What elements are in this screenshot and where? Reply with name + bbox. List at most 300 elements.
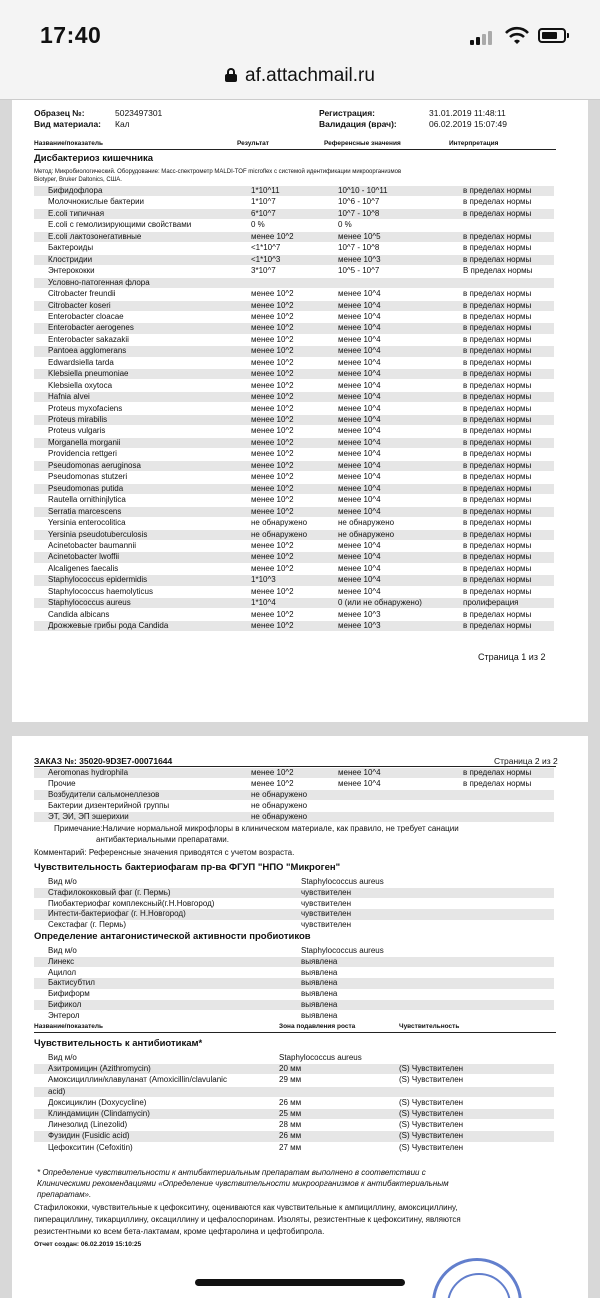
cell-name: Клостридии (48, 254, 93, 264)
cell-name: Yersinia pseudotuberculosis (48, 529, 148, 539)
table-row (34, 920, 554, 930)
cell-result: 1*10^11 (251, 186, 280, 195)
table-row (34, 507, 554, 517)
abx-column-header-name: Название/показатель (34, 1023, 104, 1030)
cell-result: менее 10^2 (251, 311, 294, 321)
cell-interpretation: в пределах нормы (463, 208, 532, 218)
cell-result: менее 10^2 (251, 495, 294, 505)
cell-interpretation: в пределах нормы (463, 311, 532, 321)
cell-interpretation: в пределах нормы (463, 357, 532, 367)
table-row (34, 255, 554, 265)
cell-value: выявлена (301, 989, 338, 999)
cell-antibiotic: Клиндамицин (Clindamycin) (48, 1109, 150, 1118)
cell-value: выявлена (301, 1000, 338, 1009)
table-row (34, 552, 554, 562)
cell-reference: менее 10^4 (338, 380, 381, 390)
table-row (34, 1064, 554, 1074)
cell-interpretation: в пределах нормы (463, 231, 532, 241)
table-row (34, 323, 554, 333)
table-row (34, 335, 554, 345)
cell-result: менее 10^2 (251, 563, 294, 573)
cell-name: Возбудители сальмонеллезов (48, 790, 160, 799)
order-number: ЗАКАЗ №: 35020-9D3E7-00071644 (34, 756, 173, 766)
cell-result: менее 10^2 (251, 334, 294, 344)
registration-value: 31.01.2019 11:48:11 (429, 108, 506, 118)
cell-name: Providencia rettgeri (48, 449, 117, 459)
table-row (34, 957, 554, 967)
method-line-1: Метод: Микробиологический. Оборудование: Масс-спектрометр MALDI-TOF microflex с системой идентификации микроорганизмов (34, 169, 402, 175)
cell-name: Proteus vulgaris (48, 426, 106, 436)
cell-name: Yersinia enterocolitica (48, 518, 126, 528)
home-indicator[interactable] (195, 1279, 405, 1286)
cell-reference: менее 10^4 (338, 563, 381, 573)
cell-reference: менее 10^4 (338, 768, 381, 777)
cell-reference: не обнаружено (338, 529, 395, 539)
cell-reference: менее 10^4 (338, 437, 381, 447)
cell-reference: 10^7 - 10^8 (338, 243, 380, 253)
column-header-interpretation: Интерпретация (449, 140, 499, 147)
table-row (34, 426, 554, 436)
cell-sensitivity: (S) Чувствителен (399, 1109, 464, 1118)
table-row (34, 461, 554, 471)
cell-value: выявлена (301, 967, 338, 977)
page-number-1: Страница 1 из 2 (478, 652, 546, 662)
table-row (34, 232, 554, 242)
cell-interpretation: в пределах нормы (463, 300, 532, 310)
cell-antibiotic: Азитромицин (Azithromycin) (48, 1064, 151, 1074)
cell-reference: менее 10^5 (338, 231, 381, 241)
cell-name: Pseudomonas aeruginosa (48, 460, 141, 470)
column-header-reference: Референсные значения (324, 140, 401, 147)
cell-result: не обнаружено (251, 529, 308, 539)
cell-interpretation: в пределах нормы (463, 552, 532, 562)
cell-zone: Staphylococcus aureus (279, 1053, 362, 1062)
battery-icon (538, 28, 566, 43)
cell-interpretation: в пределах нормы (463, 449, 532, 459)
cell-interpretation: в пределах нормы (463, 415, 532, 424)
cell-reference: менее 10^4 (338, 426, 381, 436)
cell-value: выявлена (301, 978, 338, 988)
cell-zone: 26 мм (279, 1131, 302, 1141)
cell-zone: 28 мм (279, 1120, 302, 1130)
cell-result: менее 10^2 (251, 472, 294, 482)
cell-reference: менее 10^4 (338, 495, 381, 505)
status-bar (0, 0, 600, 62)
cell-name: E.coli с гемолизирующими свойствами (48, 220, 192, 230)
cell-value: Staphylococcus aureus (301, 877, 384, 886)
section-title-phages: Чувствительность бактериофагам пр-ва ФГУП "НПО "Микроген" (34, 862, 341, 873)
cell-sensitivity: (S) Чувствителен (399, 1075, 464, 1085)
table-row (34, 768, 554, 778)
cell-zone: 25 мм (279, 1109, 302, 1118)
cell-result: менее 10^2 (251, 779, 294, 788)
cell-name: Enterobacter aerogenes (48, 323, 134, 333)
cell-reference: менее 10^4 (338, 311, 381, 321)
cell-name: Бактероиды (48, 243, 94, 253)
table-row (34, 1120, 554, 1130)
table-row (34, 801, 554, 811)
comment-text: Комментарий: Референсные значения приводятся с учетом возраста. (34, 848, 295, 857)
staph-note-line-3: резистентными ко всем бета-лактамам, кроме цефтаролина и цефтобипрола. (34, 1227, 325, 1236)
cell-interpretation: в пределах нормы (463, 346, 532, 356)
validation-value: 06.02.2019 15:07:49 (429, 119, 507, 129)
cell-result: менее 10^2 (251, 231, 294, 241)
cell-name: Proteus mirabilis (48, 415, 108, 424)
table-row (34, 1143, 554, 1153)
cell-antibiotic: Цефокситин (Cefoxitin) (48, 1142, 133, 1152)
cell-reference: менее 10^4 (338, 449, 381, 459)
cell-zone: 27 мм (279, 1142, 302, 1152)
note-line-2: антибактериальными препаратами. (96, 835, 229, 844)
cell-name: Секстафаг (г. Пермь) (48, 920, 127, 930)
cell-reference: менее 10^4 (338, 334, 381, 344)
table-row (34, 243, 554, 253)
cell-name: Citrobacter freundii (48, 289, 116, 299)
table-row (34, 1131, 554, 1141)
cell-interpretation: в пределах нормы (463, 460, 532, 470)
table-row (34, 266, 554, 276)
table-row (34, 978, 554, 988)
cell-reference: менее 10^4 (338, 460, 381, 470)
cell-name: Klebsiella oxytoca (48, 380, 113, 390)
wifi-icon (505, 26, 529, 46)
cell-name: Бифидофлора (48, 186, 103, 195)
cell-interpretation: В пределах нормы (463, 266, 533, 276)
cell-value: чувствителен (301, 887, 352, 897)
cell-zone: 26 мм (279, 1097, 302, 1107)
cell-interpretation: в пределах нормы (463, 495, 532, 505)
cell-name: Staphylococcus aureus (48, 598, 131, 608)
table-row (34, 381, 554, 391)
cell-interpretation: в пределах нормы (463, 403, 532, 413)
table-row (34, 598, 554, 608)
cell-antibiotic: acid) (48, 1086, 66, 1096)
cell-interpretation: в пределах нормы (463, 506, 532, 516)
cell-reference: менее 10^4 (338, 779, 381, 788)
cell-result: менее 10^2 (251, 357, 294, 367)
table-row (34, 301, 554, 311)
cell-result: менее 10^2 (251, 415, 294, 424)
material-label: Вид материала: (34, 119, 102, 129)
cell-reference: менее 10^4 (338, 300, 381, 310)
cell-result: <1*10^3 (251, 254, 281, 264)
cell-name: Citrobacter koseri (48, 300, 111, 310)
table-row (34, 1075, 554, 1085)
cell-reference: менее 10^4 (338, 357, 381, 367)
table-row (34, 220, 554, 230)
staph-note-line-2: пиперациллину, тикарциллину, оксациллину и цефалоспоринам. Изоляты, резистентные к цефокситину, являются (34, 1215, 461, 1224)
cell-name: Бактисубтил (48, 978, 95, 988)
cell-reference: менее 10^4 (338, 346, 381, 356)
cell-result: менее 10^2 (251, 449, 294, 459)
cell-value: чувствителен (301, 898, 352, 908)
table-row (34, 1109, 554, 1119)
cell-zone: 29 мм (279, 1075, 302, 1085)
table-row (34, 404, 554, 414)
table-row (34, 790, 554, 800)
cell-reference: менее 10^4 (338, 586, 381, 596)
cell-name: Acinetobacter baumannii (48, 540, 137, 550)
cell-reference: не обнаружено (338, 518, 395, 528)
cell-reference: менее 10^4 (338, 540, 381, 550)
cell-interpretation: в пределах нормы (463, 243, 532, 253)
cell-result: менее 10^2 (251, 768, 294, 777)
cell-reference: 0 (или не обнаружено) (338, 598, 422, 608)
material-value: Кал (115, 119, 130, 129)
url-text: af.attachmail.ru (245, 65, 375, 86)
cell-name: Klebsiella pneumoniae (48, 369, 129, 379)
cell-reference: менее 10^4 (338, 575, 381, 585)
table-row (34, 449, 554, 459)
table-row (34, 779, 554, 789)
cell-interpretation: в пределах нормы (463, 540, 532, 550)
table-row (34, 472, 554, 482)
table-row (34, 530, 554, 540)
section-title-dysbacteriosis: Дисбактериоз кишечника (34, 153, 153, 164)
cell-name: Бифиформ (48, 989, 90, 999)
cell-interpretation: в пределах нормы (463, 197, 532, 207)
lock-icon (225, 68, 237, 82)
cell-value: чувствителен (301, 920, 352, 930)
cell-name: E.coli лактозонегативные (48, 231, 142, 241)
cell-name: Rautella ornithinjlytica (48, 495, 126, 505)
cell-interpretation: в пределах нормы (463, 426, 532, 436)
cell-result: менее 10^2 (251, 437, 294, 447)
cell-interpretation: в пределах нормы (463, 768, 532, 777)
cell-result: менее 10^2 (251, 403, 294, 413)
table-row (34, 495, 554, 505)
cell-reference: менее 10^3 (338, 609, 381, 619)
cell-name: Условно-патогенная флора (48, 277, 150, 287)
staph-note-line-1: Стафилококки, чувствительные к цефокситину, оцениваются как чувствительные к ампициллину, амоксициллину, (34, 1203, 458, 1212)
cell-interpretation: в пределах нормы (463, 563, 532, 573)
sample-label: Образец №: (34, 108, 85, 118)
cell-result: 1*10^4 (251, 598, 276, 608)
cell-name: Staphylococcus haemolyticus (48, 586, 153, 596)
cell-antibiotic: Доксициклин (Doxycycline) (48, 1097, 147, 1107)
cell-result: <1*10^7 (251, 243, 281, 253)
header-divider (34, 149, 556, 150)
cell-name: Enterobacter cloacae (48, 311, 124, 321)
table-row (34, 358, 554, 368)
cell-name: ЭТ, ЭИ, ЭП эшерихии (48, 812, 129, 821)
cell-result: менее 10^2 (251, 289, 294, 299)
cell-name: Бактерии дизентерийной группы (48, 801, 170, 810)
table-row (34, 186, 554, 196)
cell-result: менее 10^2 (251, 369, 294, 379)
laboratory-stamp (432, 1258, 522, 1298)
table-row (34, 968, 554, 978)
cell-interpretation: в пределах нормы (463, 586, 532, 596)
cell-reference: менее 10^4 (338, 323, 381, 333)
cell-name: Proteus myxofaciens (48, 403, 123, 413)
table-row (34, 518, 554, 528)
cell-name: Staphylococcus epidermidis (48, 575, 148, 585)
table-row (34, 877, 554, 887)
cell-interpretation: в пределах нормы (463, 518, 532, 528)
cell-antibiotic: Амоксициллин/клавуланат (Amoxicillin/clavulanic (48, 1075, 227, 1085)
cell-result: не обнаружено (251, 790, 308, 799)
cell-sensitivity: (S) Чувствителен (399, 1064, 464, 1074)
method-line-2: Biotyper, Bruker Daltonics, США. (34, 177, 122, 183)
cell-name: Serratia marcescens (48, 506, 122, 516)
cell-interpretation: в пределах нормы (463, 575, 532, 585)
cell-reference: 10^5 - 10^7 (338, 266, 380, 276)
footnote-line-1: * Определение чувствительности к антибактериальным препаратам выполнено в соответствии с (37, 1168, 426, 1177)
cell-name: Pantoea agglomerans (48, 346, 127, 356)
table-row (34, 438, 554, 448)
table-row (34, 1000, 554, 1010)
cell-reference: 10^6 - 10^7 (338, 197, 380, 207)
footnote-line-3: препаратам». (37, 1190, 92, 1199)
cell-reference: менее 10^4 (338, 403, 381, 413)
cell-interpretation: в пределах нормы (463, 437, 532, 447)
cell-value: выявлена (301, 1010, 338, 1020)
cell-name: Pseudomonas stutzeri (48, 472, 128, 482)
cell-result: менее 10^2 (251, 586, 294, 596)
cell-reference: 10^7 - 10^8 (338, 208, 380, 218)
cell-result: не обнаружено (251, 801, 308, 810)
cell-sensitivity: (S) Чувствителен (399, 1131, 464, 1141)
cell-result: менее 10^2 (251, 380, 294, 390)
validation-label: Валидация (врач): (319, 119, 397, 129)
table-row (34, 909, 554, 919)
abx-header-divider (34, 1032, 556, 1033)
table-row (34, 346, 554, 356)
cell-antibiotic: Вид м/о (48, 1053, 77, 1062)
cell-interpretation: в пределах нормы (463, 392, 532, 402)
cell-reference: менее 10^4 (338, 392, 381, 402)
cell-name: Ацилол (48, 967, 77, 977)
table-row (34, 1098, 554, 1108)
cell-value: чувствителен (301, 909, 352, 919)
cell-antibiotic: Линезолид (Linezolid) (48, 1120, 128, 1130)
cell-result: менее 10^2 (251, 460, 294, 470)
cell-name: Линекс (48, 956, 75, 966)
table-row (34, 541, 554, 551)
cell-name: Интести-бактериофаг (г. Н.Новгород) (48, 909, 186, 919)
table-row (34, 989, 554, 999)
cellular-signal-icon (470, 29, 496, 45)
cell-name: Aeromonas hydrophila (48, 768, 129, 777)
footnote-line-2: Клиническими рекомендациями «Определение чувствительности микроорганизмов к антибактериальным (37, 1179, 449, 1188)
column-header-result: Результат (237, 140, 269, 147)
cell-name: Пиобактериофаг комплексный(г.Н.Новгород) (48, 898, 215, 908)
cell-name: Pseudomonas putida (48, 483, 124, 493)
cell-result: менее 10^2 (251, 483, 294, 493)
cell-name: Alcaligenes faecalis (48, 563, 119, 573)
cell-interpretation: в пределах нормы (463, 254, 532, 264)
table-row (34, 899, 554, 909)
cell-name: Энтерококки (48, 266, 95, 276)
cell-result: менее 10^2 (251, 609, 294, 619)
cell-reference: менее 10^4 (338, 369, 381, 379)
cell-result: не обнаружено (251, 518, 308, 528)
cell-name: Вид м/о (48, 877, 77, 886)
cell-result: менее 10^2 (251, 552, 294, 562)
table-row (34, 812, 554, 822)
cell-interpretation: в пределах нормы (463, 621, 532, 631)
note-line-1: Примечание:Наличие нормальной микрофлоры в клиническом материале, как правило, не требует санации (54, 824, 459, 833)
cell-result: менее 10^2 (251, 346, 294, 356)
cell-name: Hafnia alvei (48, 392, 90, 402)
table-row (34, 392, 554, 402)
cell-interpretation: в пределах нормы (463, 334, 532, 344)
cell-result: 6*10^7 (251, 208, 276, 218)
cell-reference: менее 10^4 (338, 483, 381, 493)
table-row (34, 587, 554, 597)
cell-interpretation: в пределах нормы (463, 472, 532, 482)
cell-sensitivity: (S) Чувствителен (399, 1120, 464, 1130)
abx-column-header-zone: Зона подавления роста (279, 1023, 356, 1030)
cell-reference: 10^10 - 10^11 (338, 186, 388, 195)
url-display[interactable] (0, 65, 600, 87)
report-created: Отчет создан: 06.02.2019 15:10:25 (34, 1241, 142, 1248)
table-row (34, 278, 554, 288)
table-row (34, 564, 554, 574)
cell-interpretation: в пределах нормы (463, 323, 532, 333)
cell-result: 3*10^7 (251, 266, 276, 276)
table-row (34, 1011, 554, 1021)
page-number-2: Страница 2 из 2 (494, 756, 558, 766)
cell-name: Candida albicans (48, 609, 110, 619)
cell-name: Стафилококковый фаг (г. Пермь) (48, 887, 171, 897)
table-row (34, 946, 554, 956)
cell-interpretation: в пределах нормы (463, 380, 532, 390)
cell-name: Morganella morganii (48, 437, 121, 447)
table-row (34, 575, 554, 585)
cell-sensitivity: (S) Чувствителен (399, 1097, 464, 1107)
abx-column-header-sensitivity: Чувствительность (399, 1023, 460, 1030)
cell-interpretation: в пределах нормы (463, 779, 532, 788)
browser-address-bar[interactable] (0, 62, 600, 100)
table-row (34, 484, 554, 494)
cell-name: Энтерол (48, 1010, 80, 1020)
document-page-2 (12, 736, 588, 1298)
table-row (34, 289, 554, 299)
cell-interpretation: в пределах нормы (463, 369, 532, 379)
cell-result: 1*10^7 (251, 197, 276, 207)
cell-sensitivity: (S) Чувствителен (399, 1142, 464, 1152)
cell-value: Staphylococcus aureus (301, 946, 384, 955)
cell-interpretation: пролиферация (463, 598, 519, 608)
cell-name: Вид м/о (48, 946, 77, 955)
cell-name: E.coli типичная (48, 208, 105, 218)
cell-result: 0 % (251, 220, 265, 230)
cell-interpretation: в пределах нормы (463, 483, 532, 493)
cell-result: менее 10^2 (251, 300, 294, 310)
cell-reference: менее 10^4 (338, 506, 381, 516)
cell-name: Молочнокислые бактерии (48, 197, 144, 207)
table-row (34, 610, 554, 620)
cell-result: менее 10^2 (251, 426, 294, 436)
cell-interpretation: в пределах нормы (463, 289, 532, 299)
document-page-1 (12, 100, 588, 722)
cell-value: выявлена (301, 956, 338, 966)
cell-interpretation: в пределах нормы (463, 186, 532, 195)
cell-reference: менее 10^3 (338, 254, 381, 264)
table-row (34, 197, 554, 207)
cell-name: Дрожжевые грибы рода Candida (48, 621, 169, 631)
section-title-antibiotics: Чувствительность к антибиотикам* (34, 1038, 203, 1049)
cell-interpretation: в пределах нормы (463, 529, 532, 539)
registration-label: Регистрация: (319, 108, 376, 118)
cell-result: менее 10^2 (251, 621, 294, 631)
cell-reference: 0 % (338, 220, 352, 230)
table-row (34, 209, 554, 219)
cell-result: 1*10^3 (251, 575, 276, 585)
cell-interpretation: в пределах нормы (463, 609, 532, 619)
